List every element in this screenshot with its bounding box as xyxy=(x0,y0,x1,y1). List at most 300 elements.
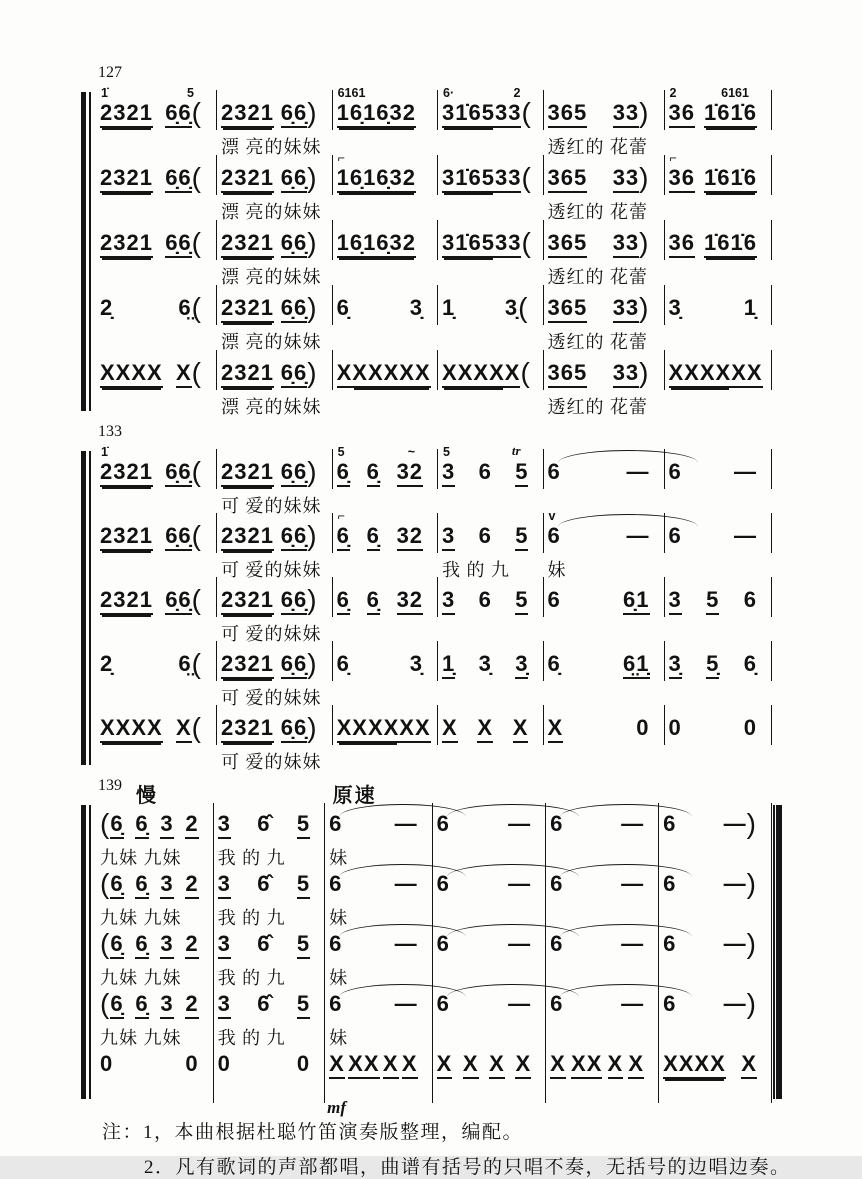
measure-upper xyxy=(96,155,217,195)
ornament-line xyxy=(214,863,325,871)
score-systems xyxy=(96,64,772,1117)
note-digits: 2321 xyxy=(100,459,153,487)
measure-upper xyxy=(96,350,217,390)
note-digits: 16̣16̣32 xyxy=(337,230,416,258)
notes-line xyxy=(333,587,437,617)
measure-upper xyxy=(96,1043,213,1081)
note-digits: 5 xyxy=(297,931,310,959)
lyric-line xyxy=(546,841,658,863)
notes-line xyxy=(333,295,437,325)
note-group xyxy=(337,459,350,485)
ornament-line xyxy=(333,350,437,360)
paren-open: ( xyxy=(100,988,111,1019)
note-group xyxy=(723,808,757,839)
notes-line xyxy=(544,715,664,745)
measure-upper xyxy=(438,155,543,195)
paren-open: ( xyxy=(191,227,202,258)
note-group xyxy=(442,587,455,613)
note-digits: 6̣ xyxy=(547,651,561,676)
note-group xyxy=(463,1051,479,1077)
note-digits: 2321 xyxy=(221,165,274,193)
measure-upper xyxy=(544,577,665,617)
note-group xyxy=(612,357,650,388)
measure-upper xyxy=(214,923,325,961)
note-digits: 2̣ xyxy=(100,651,114,676)
measure-upper xyxy=(438,443,543,489)
ornament: ⌐ xyxy=(337,151,345,165)
measure xyxy=(544,285,665,350)
note-group xyxy=(669,360,732,386)
ornament-line xyxy=(333,509,437,523)
note-digits: 36 xyxy=(669,165,695,193)
measure xyxy=(544,90,665,155)
lyric-line: 透红的 花蕾 xyxy=(547,202,648,222)
note-group xyxy=(100,165,153,191)
note-digits: 6̤1̣ xyxy=(623,651,649,679)
note-group xyxy=(410,295,423,321)
note-digits: 5 xyxy=(297,811,310,839)
measure xyxy=(438,641,543,705)
footnotes xyxy=(102,1117,862,1179)
notes-line xyxy=(333,459,437,489)
note-digits: — xyxy=(723,871,747,896)
measure xyxy=(214,803,326,868)
lyric-line xyxy=(96,745,217,770)
note-digits: 3 xyxy=(160,991,173,1019)
lyric-line xyxy=(438,745,543,770)
note-group xyxy=(397,523,423,549)
measure xyxy=(333,151,438,220)
voice-row-3 xyxy=(96,220,772,285)
note-digits: X xyxy=(402,1051,418,1079)
note-group xyxy=(100,651,113,677)
notes-line xyxy=(333,651,437,681)
lyric-line xyxy=(438,681,543,706)
ornament-line xyxy=(333,705,437,715)
measure-upper xyxy=(544,350,665,390)
note-digits: X xyxy=(608,1051,624,1079)
note-group xyxy=(669,100,695,126)
note-digits: X xyxy=(337,360,353,388)
note-group xyxy=(100,230,153,256)
notes-line xyxy=(665,165,771,195)
footnote-line-1 xyxy=(102,1117,862,1144)
note-digits: 6̣ xyxy=(135,811,148,839)
lyric-line xyxy=(96,260,217,285)
system-133 xyxy=(96,423,772,772)
measure xyxy=(433,923,547,983)
ornament: 1̇ xyxy=(101,86,108,100)
paren-close: ) xyxy=(307,292,318,323)
note-group xyxy=(100,715,163,741)
paren-open: ( xyxy=(191,357,202,388)
note-digits: 5 xyxy=(515,459,528,487)
note-digits: — xyxy=(508,991,532,1016)
ornament-line xyxy=(438,705,542,715)
measure xyxy=(546,803,659,863)
measure-upper xyxy=(333,86,438,130)
note-group xyxy=(741,1051,757,1077)
note-group xyxy=(704,100,757,126)
note-group xyxy=(100,988,124,1019)
measure xyxy=(96,803,214,868)
note-group xyxy=(221,587,274,613)
note-group xyxy=(504,292,529,323)
note-digits: 1̇61̇6 xyxy=(704,230,757,258)
note-group xyxy=(397,587,423,613)
note-group xyxy=(731,360,762,386)
note-group xyxy=(218,931,231,957)
note-digits: 2321 xyxy=(221,715,274,743)
lyric-line: 可 爱的妹妹 xyxy=(221,624,322,644)
note-digits: 6̣1 xyxy=(623,587,649,615)
measure xyxy=(438,513,543,580)
measure xyxy=(665,577,772,641)
note-digits: — xyxy=(394,931,418,956)
ornament: 5 xyxy=(187,86,194,100)
ornament: 6161 xyxy=(337,86,366,100)
note-digits: 3 xyxy=(218,991,231,1019)
note-group xyxy=(612,97,650,128)
note-digits: 3 xyxy=(442,523,455,551)
measure xyxy=(665,220,772,285)
notes-line xyxy=(217,712,332,745)
lyric-line xyxy=(96,489,217,514)
note-group xyxy=(185,931,198,957)
note-digits: 6 xyxy=(550,871,564,896)
measure-upper xyxy=(217,513,333,553)
notes-line xyxy=(544,97,664,130)
measure-number: 139 xyxy=(98,777,122,794)
notes-line xyxy=(96,162,216,195)
measure xyxy=(217,220,333,285)
note-digits: 33 xyxy=(495,165,521,193)
lyric-line xyxy=(546,1081,658,1103)
ornament-line xyxy=(96,803,213,811)
measure xyxy=(544,641,665,705)
note-digits: X xyxy=(548,715,564,743)
note-digits: X xyxy=(628,1051,644,1079)
notes-line xyxy=(544,292,664,325)
note-group xyxy=(297,991,310,1017)
measure-upper xyxy=(438,513,543,553)
note-digits: 6 xyxy=(550,811,564,836)
note-digits: 2321 xyxy=(221,360,274,388)
notes-line xyxy=(665,459,771,489)
notes-line xyxy=(665,651,771,681)
lyric-line xyxy=(333,195,438,220)
note-group xyxy=(337,523,350,549)
system-127 xyxy=(96,64,772,415)
lyric-line xyxy=(546,1021,658,1043)
note-digits: 6 xyxy=(663,931,677,956)
note-digits: 2321 xyxy=(221,295,274,323)
lyric-line xyxy=(333,553,438,578)
voice-row-2 xyxy=(96,151,772,222)
note-digits: 6̂ xyxy=(257,811,271,836)
measure-upper xyxy=(544,285,665,325)
note-digits: 5̣ xyxy=(706,651,719,679)
measure xyxy=(217,449,333,516)
measure xyxy=(96,155,217,220)
measure xyxy=(96,513,217,577)
note-group xyxy=(178,292,202,323)
measure-upper xyxy=(217,641,333,681)
lyric-line: 透红的 花蕾 xyxy=(547,137,648,157)
note-group xyxy=(479,651,492,677)
ornament: v xyxy=(548,509,556,523)
lyric-line xyxy=(665,617,772,642)
note-digits: 3 xyxy=(669,587,682,615)
note-digits: 365 xyxy=(548,295,588,323)
note-group xyxy=(548,295,588,321)
measure xyxy=(96,1043,214,1103)
lyric-line: 九妹 九妹 xyxy=(100,908,182,928)
note-group xyxy=(623,587,649,613)
measure-upper xyxy=(217,705,333,745)
note-digits: 6̣6̣ xyxy=(165,523,191,551)
measure-upper xyxy=(96,220,217,260)
measure xyxy=(659,1043,772,1103)
notes-line xyxy=(438,715,542,745)
measure-upper xyxy=(544,509,665,553)
note-group xyxy=(165,584,202,615)
ornament-line xyxy=(333,151,437,165)
measure xyxy=(438,577,543,641)
note-digits: X xyxy=(442,715,458,743)
measure-upper xyxy=(544,220,665,260)
note-group xyxy=(165,97,202,128)
lyric-line xyxy=(96,195,217,220)
note-group xyxy=(337,230,416,256)
note-digits: 6 xyxy=(436,871,450,896)
note-group xyxy=(221,100,274,126)
measure-upper xyxy=(665,705,772,745)
notes-line xyxy=(325,1051,431,1081)
measure-upper xyxy=(438,577,543,617)
note-digits: — xyxy=(508,871,532,896)
lyric-line xyxy=(659,1021,771,1043)
note-digits: 33 xyxy=(613,230,639,258)
notes-line xyxy=(214,811,325,841)
note-digits: X xyxy=(515,1051,531,1079)
lyric-line xyxy=(433,1021,546,1043)
paren-close: ) xyxy=(639,97,650,128)
note-digits: 6̣ xyxy=(367,459,380,487)
voice-row-4 xyxy=(96,641,772,708)
note-group xyxy=(704,230,757,256)
note-digits: 365 xyxy=(548,360,588,388)
note-digits: 6 xyxy=(478,459,492,484)
note-group xyxy=(723,868,757,899)
note-digits: 5 xyxy=(297,871,310,899)
measure xyxy=(333,220,438,285)
note-digits: 2321 xyxy=(100,100,153,128)
lyric-line xyxy=(96,1081,213,1103)
lyric-line xyxy=(214,1081,325,1103)
measure xyxy=(96,86,217,155)
note-digits: 3 xyxy=(218,931,231,959)
measure-upper xyxy=(438,350,543,390)
ornament-line xyxy=(433,1043,546,1051)
note-digits: 6̤ xyxy=(178,651,192,676)
notes-line xyxy=(544,523,664,553)
note-group xyxy=(669,651,682,677)
note-group xyxy=(337,360,353,386)
paren-open: ( xyxy=(100,808,111,839)
measure-upper xyxy=(544,90,665,130)
note-digits: 6̣6̣ xyxy=(281,651,307,679)
note-digits: — xyxy=(723,811,747,836)
ornament-line xyxy=(333,220,437,230)
measure-upper xyxy=(217,90,333,130)
final-barline xyxy=(773,805,782,1099)
note-digits: 3̣ xyxy=(668,295,682,320)
note-digits: 2321 xyxy=(221,651,274,679)
note-digits: — xyxy=(394,991,418,1016)
note-group xyxy=(221,295,274,321)
note-group xyxy=(442,230,495,256)
ornament-line xyxy=(665,577,771,587)
note-digits: X xyxy=(550,1051,566,1079)
ornament-line xyxy=(333,285,437,295)
note-digits: 5 xyxy=(515,523,528,551)
note-digits: 3̣ xyxy=(478,651,492,676)
lyric-line: 漂 亮的妹妹 xyxy=(221,267,322,287)
measure-upper xyxy=(217,155,333,195)
lyric-line: 我 的 九 xyxy=(442,560,511,580)
lyric-line xyxy=(544,745,665,770)
lyric-line xyxy=(433,961,546,983)
notes-line xyxy=(665,587,771,617)
lyric-line xyxy=(333,617,438,642)
note-digits: 5 xyxy=(515,587,528,615)
notes-line xyxy=(96,648,216,681)
paren-open: ( xyxy=(521,162,532,193)
note-digits: 6 xyxy=(329,931,343,956)
lyric-line xyxy=(544,617,665,642)
measure xyxy=(433,1043,547,1103)
note-group xyxy=(515,587,528,613)
note-group xyxy=(571,1051,602,1077)
note-digits: 2321 xyxy=(221,587,274,615)
note-group xyxy=(548,165,588,191)
measure xyxy=(214,983,326,1048)
measure-upper xyxy=(96,983,213,1021)
lyric-line xyxy=(438,130,543,155)
lyric-line: 九妹 九妹 xyxy=(100,1028,182,1048)
measure-upper xyxy=(333,509,438,553)
measure xyxy=(438,86,543,155)
note-group xyxy=(280,292,318,323)
lyric-line: 透红的 花蕾 xyxy=(547,397,648,417)
note-digits: 6̂ xyxy=(257,871,271,896)
lyric-line xyxy=(333,681,438,706)
lyric-line xyxy=(96,553,217,578)
ornament-line xyxy=(665,350,771,360)
note-digits: 6 xyxy=(550,991,564,1016)
lyric-line xyxy=(659,841,771,863)
note-digits: 16̣16̣32 xyxy=(337,165,416,193)
note-group xyxy=(442,523,455,549)
measure-upper xyxy=(665,220,772,260)
lyric-line: 妹 xyxy=(547,560,567,580)
note-group xyxy=(135,931,148,957)
note-digits: 2321 xyxy=(100,523,153,551)
notes-line xyxy=(544,459,664,489)
measure xyxy=(665,641,772,705)
paren-close: ) xyxy=(307,227,318,258)
note-digits: 3 xyxy=(218,871,231,899)
note-digits: 5 xyxy=(297,991,310,1019)
note-group xyxy=(337,715,400,741)
notes-line xyxy=(214,991,325,1021)
measure xyxy=(546,863,659,923)
measure xyxy=(96,923,214,988)
note-group xyxy=(280,97,318,128)
note-group xyxy=(442,651,455,677)
note-digits: 6̣ xyxy=(135,931,148,959)
voice-row-1 xyxy=(96,86,772,157)
note-group xyxy=(663,1051,726,1077)
note-group xyxy=(178,648,202,679)
voice-row-5 xyxy=(96,1043,772,1117)
note-digits: 6̂ xyxy=(257,931,271,956)
measure-upper xyxy=(217,285,333,325)
note-group xyxy=(280,357,318,388)
notes-line xyxy=(333,165,437,195)
note-digits: 1̣ xyxy=(743,295,757,320)
measure xyxy=(544,705,665,769)
paren-close: ) xyxy=(639,357,650,388)
measure-upper xyxy=(659,1043,771,1081)
measure xyxy=(333,577,438,641)
ornament-line xyxy=(96,983,213,991)
paren-close: ) xyxy=(746,868,757,899)
note-digits: 6̣6̣ xyxy=(165,230,191,258)
measure-upper xyxy=(333,445,438,489)
paren-close: ) xyxy=(307,357,318,388)
note-digits: X xyxy=(505,360,521,388)
notes-line xyxy=(544,227,664,260)
note-group xyxy=(706,651,719,677)
measure-upper xyxy=(96,803,213,841)
note-digits: — xyxy=(621,931,645,956)
ornament-line xyxy=(546,1043,658,1051)
voice-row-5 xyxy=(96,705,772,772)
measure-upper xyxy=(96,705,217,745)
measure xyxy=(217,350,333,415)
note-digits: 6̣ xyxy=(337,587,350,615)
note-digits: X xyxy=(477,715,493,743)
lyric-line: 我 的 九 xyxy=(217,848,286,868)
measure xyxy=(96,577,217,641)
note-digits: 6̣6̣ xyxy=(281,360,307,388)
note-digits: 6 xyxy=(436,931,450,956)
notes-line xyxy=(546,1051,658,1081)
ornament-line xyxy=(96,1043,213,1051)
note-digits: 1̇61̇6 xyxy=(704,100,757,128)
note-digits: 2321 xyxy=(100,165,153,193)
paren-open: ( xyxy=(191,97,202,128)
note-group xyxy=(397,459,423,485)
lyric-line: 九妹 九妹 xyxy=(100,848,182,868)
note-digits: 6 xyxy=(329,871,343,896)
measure xyxy=(665,285,772,350)
note-group xyxy=(100,360,163,386)
note-digits: 33 xyxy=(613,100,639,128)
measure xyxy=(665,705,772,769)
